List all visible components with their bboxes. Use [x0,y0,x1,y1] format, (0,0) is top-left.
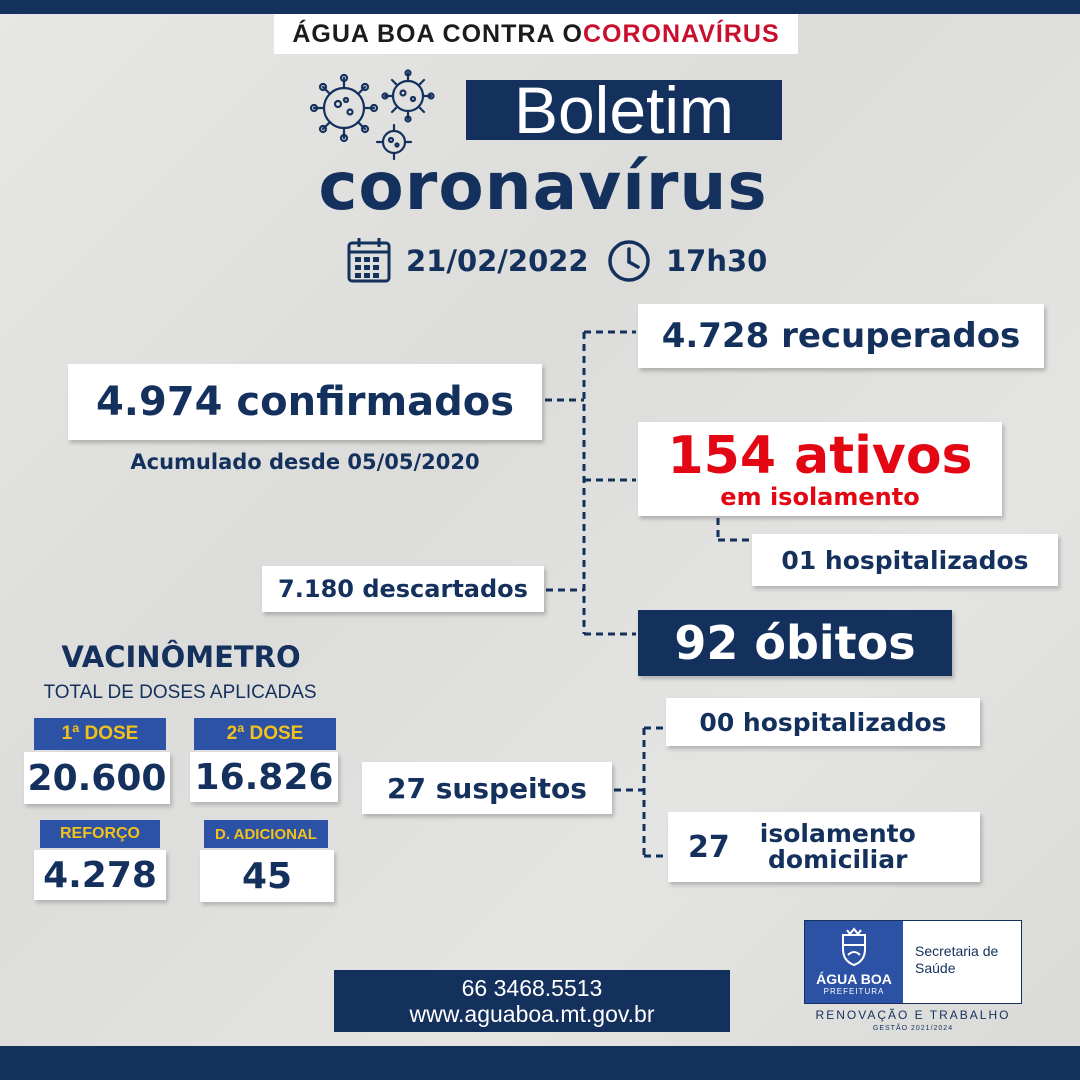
logo-motto: RENOVAÇÃO E TRABALHO [815,1008,1011,1022]
campaign-banner [274,14,798,54]
coronavirus-title: coronavírus [318,148,768,225]
descartados-box: 7.180 descartados [262,566,544,612]
vacinometro-title: VACINÔMETRO [61,640,301,674]
isolamento-line2: domiciliar [768,845,908,874]
secretaria-line2: Saúde [915,960,956,976]
isolamento-line1: isolamento [759,819,916,848]
logo-city: ÁGUA BOA [816,971,892,987]
reforco-value: 4.278 [34,850,166,900]
dose2-label: 2ª DOSE [194,718,336,750]
bulletin-date: 21/02/2022 [406,244,589,278]
crest-icon [839,927,869,967]
logo-prefeitura: PREFEITURA [823,987,885,996]
date-time-row [346,236,766,286]
isolamento-domiciliar-box [668,812,980,882]
suspeitos-box: 27 suspeitos [362,762,612,814]
dose1-label: 1ª DOSE [34,718,166,750]
dose-adicional-value: 45 [200,850,334,902]
top-band [0,0,1080,14]
dose1-value: 20.600 [24,752,170,804]
secretaria-line1: Secretaria de [915,943,999,959]
boletim-title: Boletim [466,80,782,140]
logo-emblem-panel [805,921,903,1003]
vacinometro-subtitle: TOTAL DE DOSES APLICADAS [43,682,317,703]
reforco-label: REFORÇO [40,820,160,848]
recuperados-box: 4.728 recuperados [638,304,1044,368]
logo-secretaria [915,943,1019,977]
ativos-count: 154 ativos [667,426,973,486]
contact-box [334,970,730,1032]
ativos-subtitle: em isolamento [720,483,920,511]
ativos-hospitalizados-box: 01 hospitalizados [752,534,1058,586]
campaign-highlight: CORONAVÍRUS [582,19,780,48]
calendar-icon [346,236,392,284]
prefeitura-logo [804,920,1022,1004]
contact-website[interactable]: www.aguaboa.mt.gov.br [409,1001,655,1027]
dose2-value: 16.826 [190,752,338,802]
ativos-box [638,422,1002,516]
suspeitos-hospitalizados-box: 00 hospitalizados [666,698,980,746]
clock-icon [606,238,652,284]
contact-phone[interactable]: 66 3468.5513 [461,975,603,1001]
isolamento-count: 27 [688,829,730,865]
bulletin-time: 17h30 [666,244,768,278]
bottom-band [0,1046,1080,1080]
campaign-prefix: ÁGUA BOA CONTRA O [292,19,583,48]
isolamento-label [760,821,916,873]
dose-adicional-label: D. ADICIONAL [204,820,328,848]
acumulado-note: Acumulado desde 05/05/2020 [130,450,480,474]
obitos-box: 92 óbitos [638,610,952,676]
logo-gestao: GESTÃO 2021/2024 [872,1025,954,1032]
confirmados-box: 4.974 confirmados [68,364,542,440]
